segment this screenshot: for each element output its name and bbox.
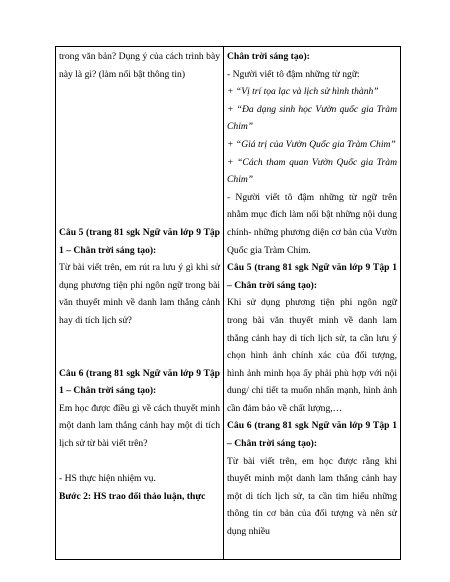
purpose-text: - Người viết tô đậm những từ ngữ trên nhằm mục đích làm nổi bật những nội dung chính- những phương diện cơ bản của Vườn Quốc gia Tràm Chim. bbox=[227, 191, 397, 256]
spacer bbox=[59, 136, 220, 154]
spacer bbox=[59, 171, 220, 189]
spacer bbox=[59, 101, 220, 119]
bold-word-item: + “Đa dạng sinh học Vườn quốc gia Tràm Chim” bbox=[227, 103, 397, 133]
question-6-text: Em học được điều gì về cách thuyết minh một danh lam thắng cảnh hay một di tích lịch sử từ bài viết trên? bbox=[59, 402, 220, 450]
question-5-heading: Câu 5 (trang 81 sgk Ngữ văn lớp 9 Tập 1 – Chân trời sáng tạo): bbox=[59, 226, 220, 256]
right-cell bbox=[224, 47, 401, 560]
bold-word-item: + “Cách tham quan Vườn Quốc gia Tràm Chim” bbox=[227, 156, 397, 186]
question-6-heading: Câu 6 (trang 81 sgk Ngữ văn lớp 9 Tập 1 – Chân trời sáng tạo): bbox=[59, 367, 220, 397]
content-table bbox=[55, 46, 401, 560]
spacer bbox=[59, 154, 220, 172]
heading-continuation: Chân trời sáng tạo): bbox=[227, 51, 310, 62]
bold-word-item: + “Giá trị của Vườn Quốc gia Tràm Chim” bbox=[227, 138, 396, 150]
step-2-heading: Bước 2: HS trao đổi thảo luận, thực bbox=[59, 490, 206, 502]
spacer bbox=[59, 330, 220, 348]
left-cell bbox=[56, 47, 224, 560]
spacer bbox=[59, 347, 220, 365]
answer-5-heading: Câu 5 (trang 81 sgk Ngữ văn lớp 9 Tập 1 – Chân trời sáng tạo): bbox=[227, 262, 397, 291]
answer-6-text: Từ bài viết trên, em học được rằng khi thuyết minh một danh lam thắng cảnh hay một di tích lịch sử, ta cần tìm hiểu những thông tin cơ bản của đối tượng và nên sử dụng nhiều bbox=[227, 455, 397, 538]
spacer bbox=[59, 83, 220, 101]
bold-words-intro: - Người viết tô đậm những từ ngữ: bbox=[227, 68, 360, 80]
question-5-text: Từ bài viết trên, em rút ra lưu ý gì khi sử dụng phương tiện phi ngôn ngữ trong bài văn thuyết minh về danh lam thắng cảnh hay di tích lịch sử? bbox=[59, 262, 220, 326]
spacer bbox=[59, 206, 220, 224]
spacer bbox=[59, 189, 220, 207]
spacer bbox=[59, 118, 220, 136]
spacer bbox=[59, 453, 220, 471]
answer-6-heading: Câu 6 (trang 81 sgk Ngữ văn lớp 9 Tập 1 – Chân trời sáng tạo): bbox=[227, 420, 397, 450]
table-row bbox=[56, 47, 401, 560]
task-line: - HS thực hiện nhiệm vụ. bbox=[59, 473, 156, 485]
bold-word-item: + “Vị trí tọa lạc và lịch sử hình thành” bbox=[227, 86, 379, 98]
question-4-continuation: trong văn bản? Dụng ý của cách trình bày này là gì? (làm nổi bật thông tin) bbox=[59, 51, 220, 80]
answer-5-text: Khi sử dụng phương tiện phi ngôn ngữ trong bài văn thuyết minh về danh lam thắng cảnh hay di tích lịch sử, ta cần lưu ý chọn hình ảnh chính xác của đối tượng, hình ảnh minh họa ấy phải phù hợp với nội dung/ chi tiết ta muốn nhấn mạnh, hình ảnh cần đảm bảo về chất lượng,… bbox=[227, 297, 397, 414]
